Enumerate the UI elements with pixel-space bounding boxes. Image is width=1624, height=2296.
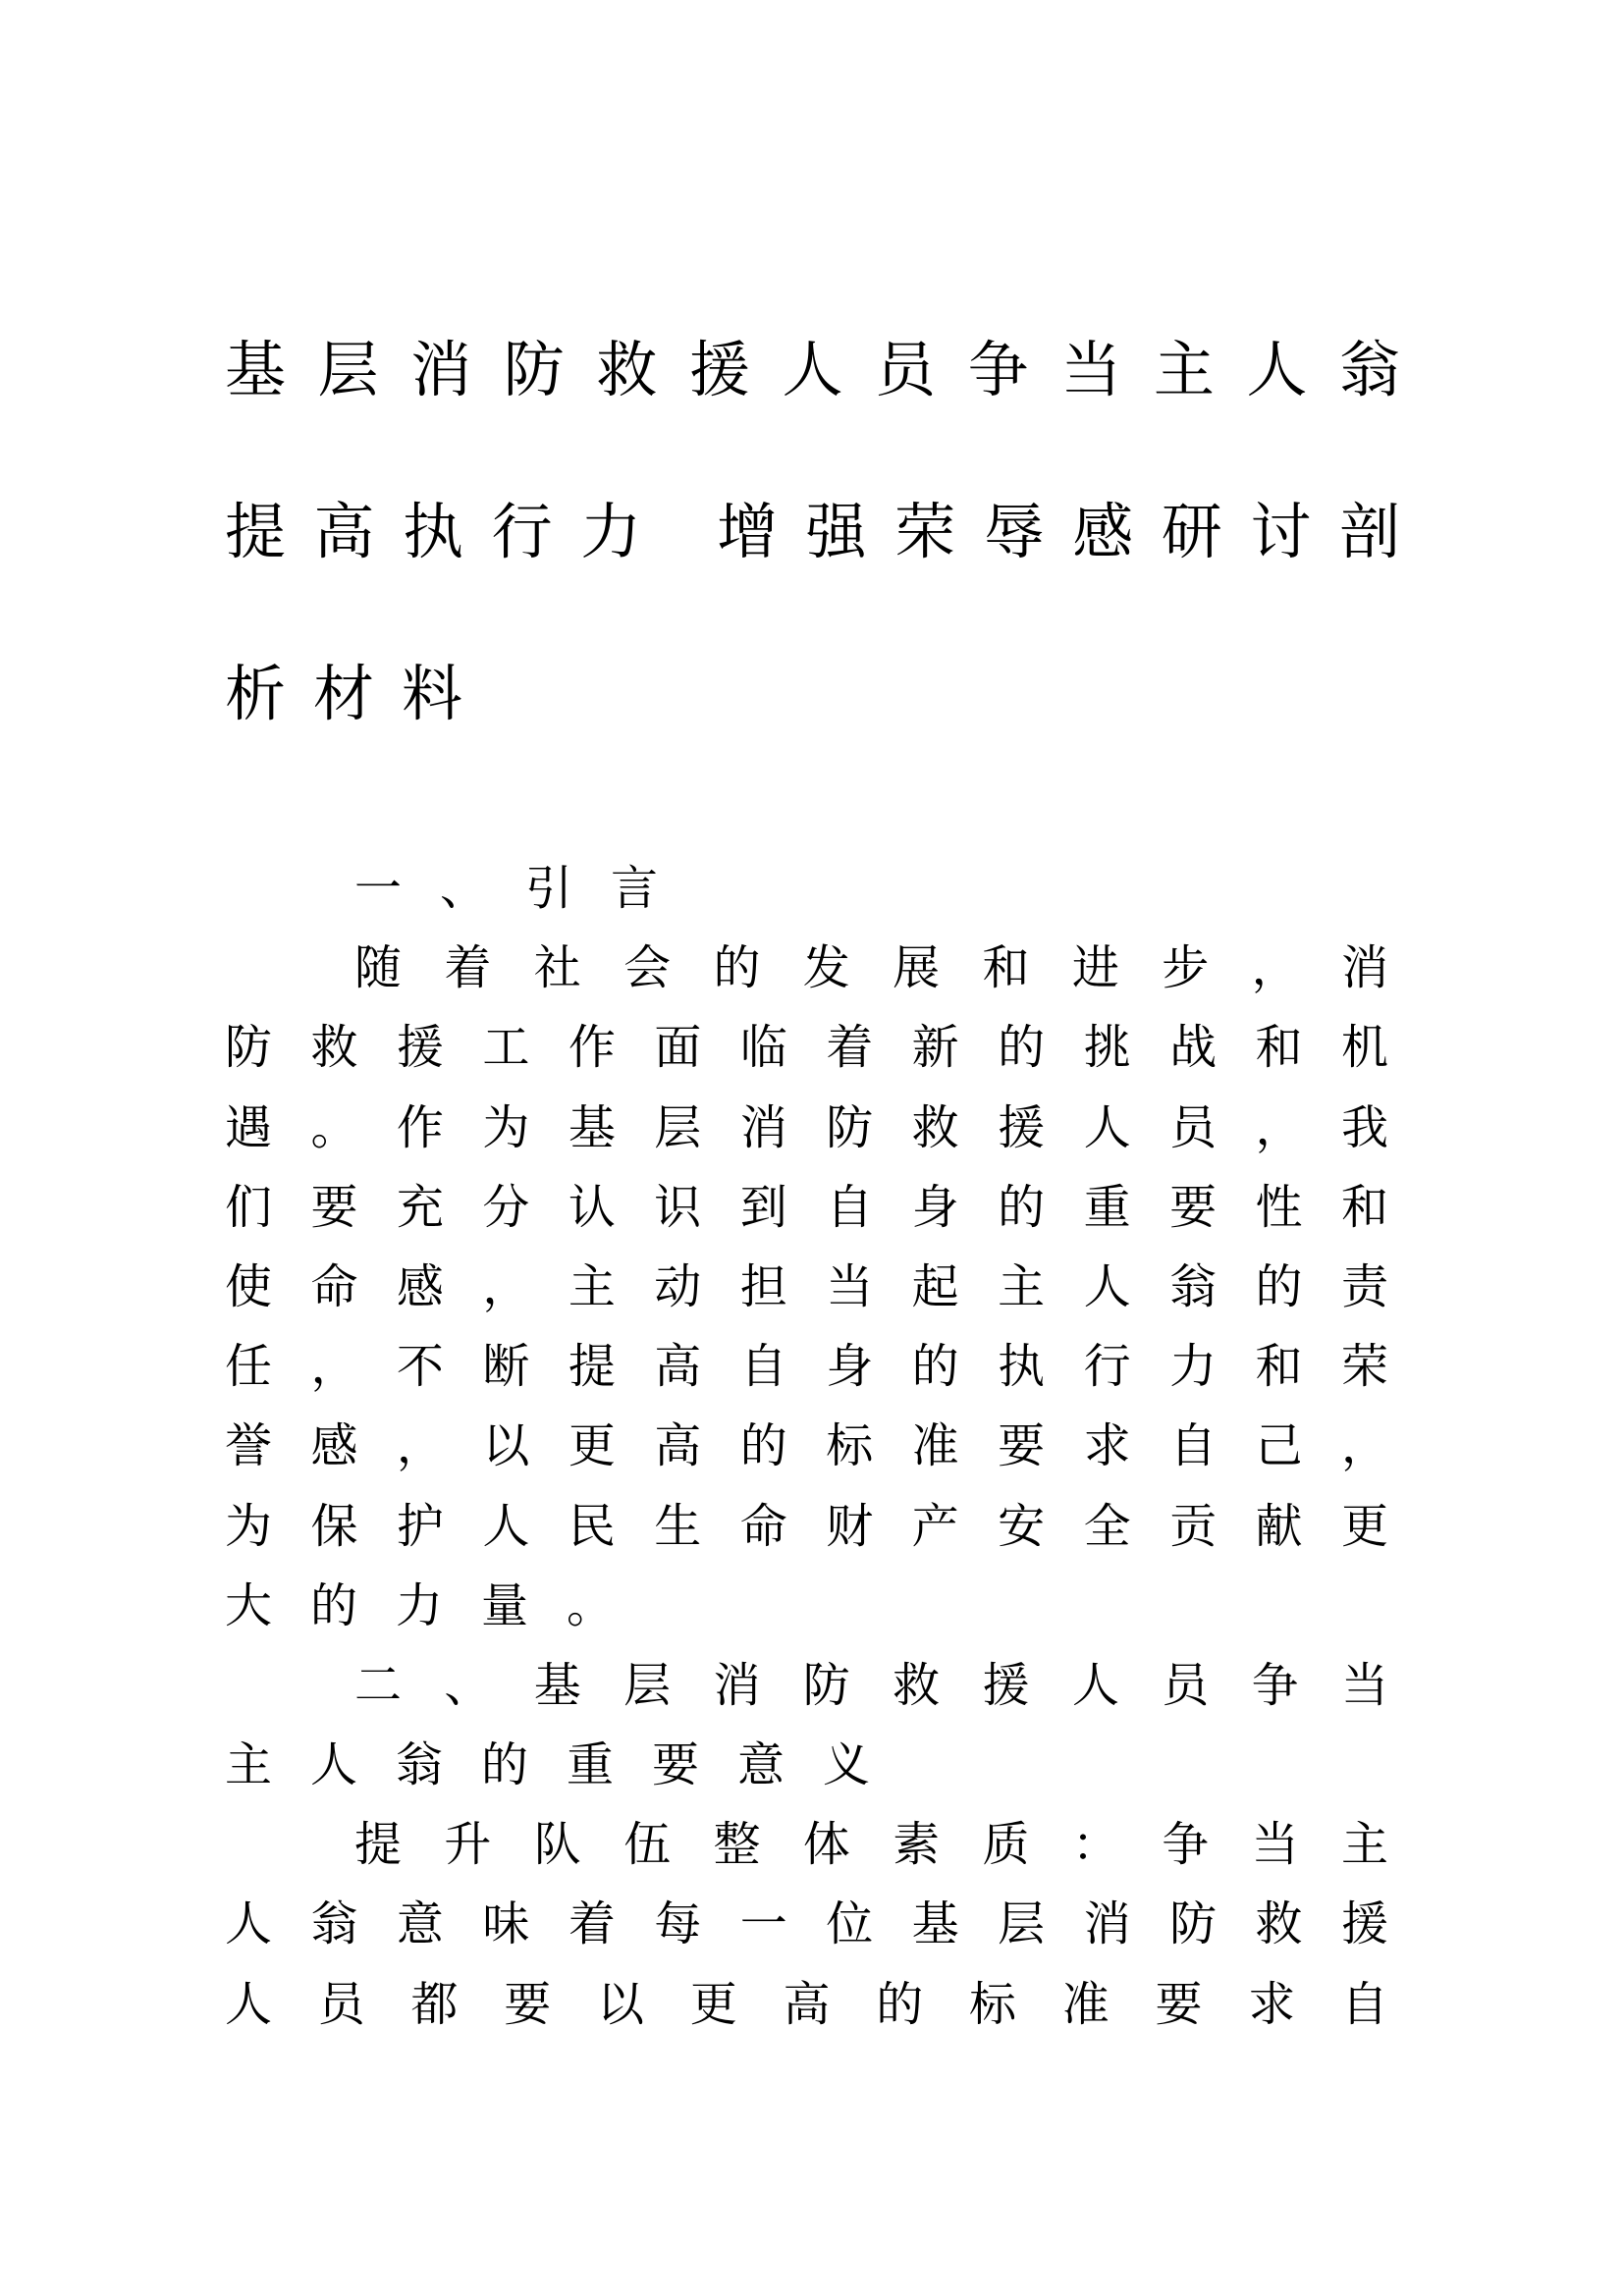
title-line-1: 基层消防救援人员争当主人翁 (225, 334, 1428, 405)
title-line-3: 析材料 (225, 658, 491, 729)
paragraph-line: 人员都要以更高的标准要求自 (225, 1976, 1427, 2032)
section-heading-significance-cont: 主人翁的重要意义 (225, 1737, 909, 1793)
document-body (225, 849, 1427, 2045)
section-heading-significance: 二、基层消防救援人员争当 (354, 1657, 1427, 1713)
paragraph-line: 们要充分认识到自身的重要性和 (225, 1179, 1427, 1235)
paragraph-line: 人翁意味着每一位基层消防救援 (225, 1896, 1427, 1952)
paragraph-line: 随着社会的发展和进步，消 (354, 940, 1427, 996)
paragraph-line: 使命感，主动担当起主人翁的责 (225, 1258, 1427, 1314)
paragraph-line: 遇。作为基层消防救援人员，我 (225, 1099, 1427, 1155)
section-heading-intro: 一、引言 (354, 861, 697, 916)
paragraph-line: 大的力量。 (225, 1577, 653, 1633)
paragraph-line: 任，不断提高自身的执行力和荣 (225, 1339, 1427, 1395)
paragraph-line: 为保护人民生命财产安全贡献更 (225, 1498, 1427, 1554)
paragraph-line: 誉感，以更高的标准要求自己， (225, 1418, 1427, 1474)
document-title (225, 289, 1428, 774)
paragraph-line: 提升队伍整体素质：争当主 (354, 1817, 1427, 1873)
paragraph-line: 防救援工作面临着新的挑战和机 (225, 1020, 1427, 1076)
title-line-2: 提高执行力 增强荣辱感研讨剖 (225, 496, 1428, 567)
